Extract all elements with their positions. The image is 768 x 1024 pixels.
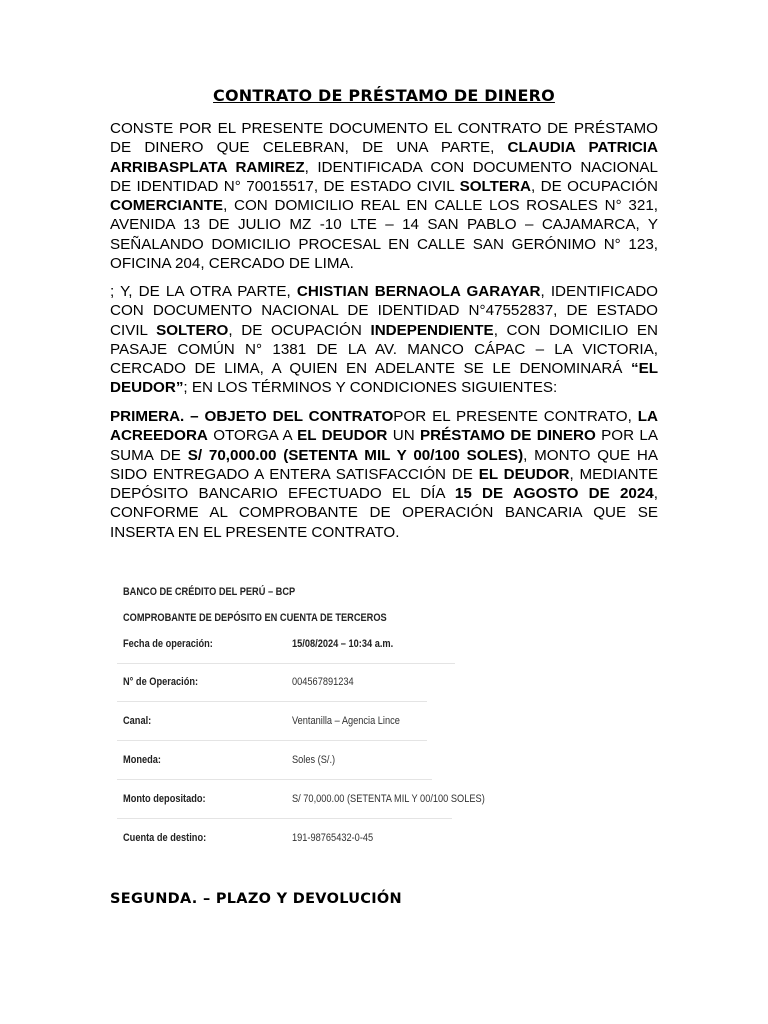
text: , DE OCUPACIÓN bbox=[228, 321, 371, 339]
text: POR EL PRESENTE CONTRATO, bbox=[393, 408, 638, 425]
receipt-value: Ventanilla – Agencia Lince bbox=[292, 715, 400, 727]
receipt-row bbox=[117, 628, 457, 664]
debtor-alias: “EL DEUDOR” bbox=[110, 360, 658, 397]
row-divider bbox=[117, 740, 427, 741]
text: , CON DOMICILIO EN PASAJE COMÚN N° 1381 DE LA AV. MANCO CÁPAC – LA VICTORIA, CERCADO DE LIMA, A QUIEN EN ADELANTE SE LE DENOMINARÁ bbox=[110, 321, 659, 378]
receipt-row bbox=[117, 666, 457, 702]
receipt-value: 15/08/2024 – 10:34 a.m. bbox=[292, 638, 394, 650]
text: ; Y, DE LA OTRA PARTE, bbox=[110, 283, 297, 300]
debtor-civil-status: SOLTERO bbox=[156, 321, 229, 339]
lender-alias: LA ACREEDORA bbox=[110, 408, 658, 445]
clause-second-heading: SEGUNDA. – PLAZO Y DEVOLUCIÓN bbox=[110, 891, 402, 907]
text: ; EN LOS TÉRMINOS Y CONDICIONES SIGUIENTES: bbox=[183, 379, 558, 397]
receipt-value: 004567891234 bbox=[292, 676, 354, 688]
debtor-alias: EL DEUDOR bbox=[297, 427, 388, 445]
receipt-label: Fecha de operación: bbox=[123, 638, 213, 650]
debtor-occupation: INDEPENDIENTE bbox=[370, 321, 494, 339]
receipt-value: Soles (S/.) bbox=[292, 754, 336, 766]
receipt-bank-name: BANCO DE CRÉDITO DEL PERÚ – BCP bbox=[123, 586, 296, 598]
receipt-row bbox=[117, 744, 457, 780]
text: , CONFORME AL COMPROBANTE DE OPERACIÓN BANCARIA QUE SE INSERTA EN EL PRESENTE CONTRATO. bbox=[110, 485, 658, 541]
debtor-name: CHISTIAN BERNAOLA GARAYAR bbox=[296, 283, 541, 300]
receipt-label: N° de Operación: bbox=[123, 676, 199, 688]
receipt-value: 191-98765432-0-45 bbox=[292, 832, 374, 844]
text: , DE OCUPACIÓN bbox=[531, 177, 659, 195]
contract-title: CONTRATO DE PRÉSTAMO DE DINERO bbox=[213, 86, 555, 105]
receipt-row bbox=[117, 822, 457, 858]
paragraph-second-party bbox=[110, 282, 658, 398]
receipt-label: Monto depositado: bbox=[123, 793, 206, 805]
text: POR LA SUMA DE bbox=[110, 427, 658, 464]
deposit-date: 15 DE AGOSTO DE 2024 bbox=[454, 485, 654, 503]
receipt-label: Canal: bbox=[123, 715, 152, 727]
receipt-row bbox=[117, 783, 485, 819]
row-divider bbox=[117, 663, 455, 664]
clause-first bbox=[110, 407, 658, 542]
text: , MEDIANTE DEPÓSITO BANCARIO EFECTUADO EL DÍA bbox=[110, 465, 658, 503]
text: , CON DOMICILIO REAL EN CALLE LOS ROSALES N° 321, AVENIDA 13 DE JULIO MZ -10 LTE – 14 SAN PABLO – CAJAMARCA, Y SEÑALANDO DOMICILIO PROCESAL EN CALLE SAN GERÓNIMO N° 123, OFICINA 204, CERCADO DE LIMA. bbox=[110, 197, 658, 273]
row-divider bbox=[117, 779, 432, 780]
receipt-label: Cuenta de destino: bbox=[123, 832, 207, 844]
lender-civil-status: SOLTERA bbox=[459, 177, 531, 195]
loan-type: PRÉSTAMO DE DINERO bbox=[420, 427, 596, 445]
loan-amount: S/ 70,000.00 (SETENTA MIL Y 00/100 SOLES) bbox=[187, 446, 524, 464]
paragraph-first-party bbox=[110, 119, 658, 273]
receipt-title: COMPROBANTE DE DEPÓSITO EN CUENTA DE TERCEROS bbox=[123, 612, 387, 624]
lender-occupation: COMERCIANTE bbox=[110, 197, 224, 215]
bank-receipt-image bbox=[117, 578, 485, 853]
text: UN bbox=[387, 427, 421, 445]
clause-heading: PRIMERA. – OBJETO DEL CONTRATO bbox=[110, 408, 394, 425]
row-divider bbox=[117, 818, 452, 819]
debtor-alias: EL DEUDOR bbox=[478, 465, 570, 483]
receipt-row bbox=[117, 705, 457, 741]
receipt-value: S/ 70,000.00 (SETENTA MIL Y 00/100 SOLES) bbox=[292, 793, 485, 805]
text: OTORGA A bbox=[207, 427, 298, 445]
text: CONSTE POR EL PRESENTE DOCUMENTO EL CONTRATO DE PRÉSTAMO DE DINERO QUE CELEBRAN, DE UNA PARTE, bbox=[110, 120, 658, 157]
row-divider bbox=[117, 701, 427, 702]
text: , MONTO QUE HA SIDO ENTREGADO A ENTERA SATISFACCIÓN DE bbox=[110, 446, 658, 483]
text: , IDENTIFICADO CON DOCUMENTO NACIONAL DE IDENTIDAD N°47552837, DE ESTADO CIVIL bbox=[110, 283, 658, 339]
lender-name: CLAUDIA PATRICIA ARRIBASPLATA RAMIREZ bbox=[110, 139, 658, 176]
receipt-label: Moneda: bbox=[123, 754, 161, 766]
text: , IDENTIFICADA CON DOCUMENTO NACIONAL DE IDENTIDAD N° 70015517, DE ESTADO CIVIL bbox=[110, 158, 658, 195]
